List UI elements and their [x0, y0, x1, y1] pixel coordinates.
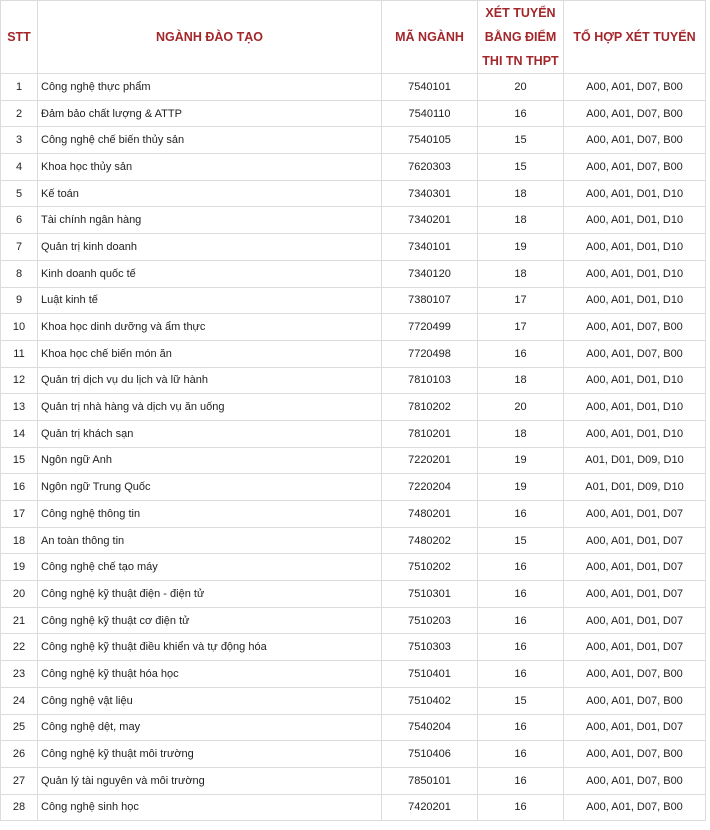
- table-body: [1, 74, 706, 821]
- cell-major-name: Ngôn ngữ Anh: [38, 447, 382, 474]
- header-major-name: NGÀNH ĐÀO TẠO: [38, 1, 382, 74]
- table-row: [1, 180, 706, 207]
- header-stt: STT: [1, 1, 38, 74]
- cell-major-name: Kinh doanh quốc tế: [38, 260, 382, 287]
- cell-stt: 17: [1, 501, 38, 528]
- cell-major-name: Quản lý tài nguyên và môi trường: [38, 767, 382, 794]
- cell-major-name: Tài chính ngân hàng: [38, 207, 382, 234]
- cell-exam-score: 16: [478, 340, 564, 367]
- table-row: [1, 741, 706, 768]
- cell-major-name: Khoa học dinh dưỡng và ẩm thực: [38, 314, 382, 341]
- table-row: [1, 527, 706, 554]
- cell-major-name: Công nghệ kỹ thuật điện - điện tử: [38, 581, 382, 608]
- cell-major-name: Công nghệ kỹ thuật cơ điện tử: [38, 607, 382, 634]
- cell-major-code: 7720499: [382, 314, 478, 341]
- cell-exam-score: 17: [478, 314, 564, 341]
- cell-exam-score: 16: [478, 741, 564, 768]
- cell-exam-score: 16: [478, 767, 564, 794]
- cell-major-name: An toàn thông tin: [38, 527, 382, 554]
- cell-subject-combo: A00, A01, D07, B00: [564, 154, 706, 181]
- cell-stt: 14: [1, 420, 38, 447]
- cell-stt: 16: [1, 474, 38, 501]
- cell-major-code: 7420201: [382, 794, 478, 821]
- cell-exam-score: 19: [478, 234, 564, 261]
- table-row: [1, 74, 706, 101]
- cell-major-name: Công nghệ thực phẩm: [38, 74, 382, 101]
- cell-major-code: 7540101: [382, 74, 478, 101]
- table-row: [1, 287, 706, 314]
- cell-major-name: Công nghệ chế tạo máy: [38, 554, 382, 581]
- cell-subject-combo: A01, D01, D09, D10: [564, 474, 706, 501]
- cell-major-code: 7510301: [382, 581, 478, 608]
- cell-major-code: 7340101: [382, 234, 478, 261]
- table-row: [1, 581, 706, 608]
- cell-subject-combo: A00, A01, D07, B00: [564, 661, 706, 688]
- cell-stt: 7: [1, 234, 38, 261]
- cell-major-name: Công nghệ chế biến thủy sản: [38, 127, 382, 154]
- cell-stt: 8: [1, 260, 38, 287]
- cell-subject-combo: A00, A01, D07, B00: [564, 741, 706, 768]
- table-row: [1, 794, 706, 821]
- cell-stt: 25: [1, 714, 38, 741]
- cell-major-name: Quản trị nhà hàng và dịch vụ ăn uống: [38, 394, 382, 421]
- cell-stt: 13: [1, 394, 38, 421]
- cell-major-code: 7510303: [382, 634, 478, 661]
- cell-stt: 27: [1, 767, 38, 794]
- header-subject-combo: TỔ HỢP XÉT TUYỂN: [564, 1, 706, 74]
- cell-major-name: Quản trị kinh doanh: [38, 234, 382, 261]
- cell-major-code: 7340120: [382, 260, 478, 287]
- cell-stt: 24: [1, 687, 38, 714]
- cell-major-name: Đảm bảo chất lượng & ATTP: [38, 100, 382, 127]
- table-row: [1, 554, 706, 581]
- cell-major-code: 7510401: [382, 661, 478, 688]
- table-row: [1, 154, 706, 181]
- cell-exam-score: 18: [478, 367, 564, 394]
- cell-major-code: 7340301: [382, 180, 478, 207]
- cell-major-name: Luật kinh tế: [38, 287, 382, 314]
- cell-major-code: 7510203: [382, 607, 478, 634]
- cell-exam-score: 19: [478, 447, 564, 474]
- cell-subject-combo: A00, A01, D01, D10: [564, 260, 706, 287]
- cell-stt: 4: [1, 154, 38, 181]
- cell-subject-combo: A00, A01, D07, B00: [564, 74, 706, 101]
- cell-major-name: Công nghệ kỹ thuật điều khiển và tự động hóa: [38, 634, 382, 661]
- table-row: [1, 234, 706, 261]
- cell-exam-score: 17: [478, 287, 564, 314]
- table-row: [1, 474, 706, 501]
- cell-exam-score: 20: [478, 74, 564, 101]
- cell-major-code: 7620303: [382, 154, 478, 181]
- cell-subject-combo: A00, A01, D07, B00: [564, 340, 706, 367]
- cell-exam-score: 18: [478, 260, 564, 287]
- cell-subject-combo: A00, A01, D01, D07: [564, 607, 706, 634]
- cell-subject-combo: A00, A01, D01, D10: [564, 287, 706, 314]
- cell-subject-combo: A00, A01, D01, D07: [564, 634, 706, 661]
- cell-subject-combo: A00, A01, D01, D07: [564, 501, 706, 528]
- table-row: [1, 260, 706, 287]
- cell-major-code: 7380107: [382, 287, 478, 314]
- cell-stt: 18: [1, 527, 38, 554]
- cell-stt: 22: [1, 634, 38, 661]
- cell-major-code: 7540110: [382, 100, 478, 127]
- table-row: [1, 100, 706, 127]
- cell-stt: 15: [1, 447, 38, 474]
- header-row: [1, 1, 706, 74]
- cell-subject-combo: A01, D01, D09, D10: [564, 447, 706, 474]
- cell-stt: 6: [1, 207, 38, 234]
- cell-exam-score: 15: [478, 127, 564, 154]
- table-row: [1, 127, 706, 154]
- cell-exam-score: 16: [478, 714, 564, 741]
- cell-major-code: 7510402: [382, 687, 478, 714]
- cell-major-code: 7220204: [382, 474, 478, 501]
- cell-stt: 5: [1, 180, 38, 207]
- cell-exam-score: 18: [478, 207, 564, 234]
- cell-major-name: Công nghệ vật liệu: [38, 687, 382, 714]
- table-header: [1, 1, 706, 74]
- cell-subject-combo: A00, A01, D01, D10: [564, 207, 706, 234]
- cell-exam-score: 20: [478, 394, 564, 421]
- cell-stt: 9: [1, 287, 38, 314]
- cell-major-name: Khoa học thủy sản: [38, 154, 382, 181]
- table-row: [1, 394, 706, 421]
- cell-subject-combo: A00, A01, D01, D07: [564, 527, 706, 554]
- cell-exam-score: 16: [478, 607, 564, 634]
- table-row: [1, 447, 706, 474]
- cell-exam-score: 15: [478, 687, 564, 714]
- cell-subject-combo: A00, A01, D01, D07: [564, 714, 706, 741]
- cell-subject-combo: A00, A01, D07, B00: [564, 767, 706, 794]
- cell-exam-score: 15: [478, 154, 564, 181]
- table-row: [1, 207, 706, 234]
- cell-major-code: 7850101: [382, 767, 478, 794]
- cell-major-code: 7810103: [382, 367, 478, 394]
- cell-exam-score: 18: [478, 420, 564, 447]
- cell-exam-score: 16: [478, 634, 564, 661]
- cell-exam-score: 15: [478, 527, 564, 554]
- cell-stt: 19: [1, 554, 38, 581]
- cell-major-code: 7810202: [382, 394, 478, 421]
- cell-exam-score: 16: [478, 581, 564, 608]
- cell-major-name: Kế toán: [38, 180, 382, 207]
- cell-major-name: Ngôn ngữ Trung Quốc: [38, 474, 382, 501]
- table-row: [1, 314, 706, 341]
- cell-subject-combo: A00, A01, D01, D10: [564, 180, 706, 207]
- cell-subject-combo: A00, A01, D07, B00: [564, 127, 706, 154]
- cell-major-code: 7720498: [382, 340, 478, 367]
- cell-subject-combo: A00, A01, D01, D10: [564, 367, 706, 394]
- cell-stt: 26: [1, 741, 38, 768]
- cell-subject-combo: A00, A01, D07, B00: [564, 100, 706, 127]
- cell-major-name: Công nghệ sinh học: [38, 794, 382, 821]
- cell-major-code: 7480201: [382, 501, 478, 528]
- cell-subject-combo: A00, A01, D01, D10: [564, 234, 706, 261]
- cell-stt: 23: [1, 661, 38, 688]
- table-row: [1, 687, 706, 714]
- cell-major-code: 7220201: [382, 447, 478, 474]
- table-row: [1, 607, 706, 634]
- cell-exam-score: 16: [478, 554, 564, 581]
- header-major-code: MÃ NGÀNH: [382, 1, 478, 74]
- cell-exam-score: 18: [478, 180, 564, 207]
- cell-stt: 20: [1, 581, 38, 608]
- cell-exam-score: 16: [478, 794, 564, 821]
- cell-subject-combo: A00, A01, D01, D10: [564, 420, 706, 447]
- cell-major-code: 7540105: [382, 127, 478, 154]
- cell-stt: 3: [1, 127, 38, 154]
- cell-major-name: Công nghệ dệt, may: [38, 714, 382, 741]
- table-row: [1, 501, 706, 528]
- cell-major-code: 7810201: [382, 420, 478, 447]
- header-exam-score: XÉT TUYỂN BẰNG ĐIỂM THI TN THPT: [478, 1, 564, 74]
- cell-stt: 28: [1, 794, 38, 821]
- table-row: [1, 767, 706, 794]
- cell-subject-combo: A00, A01, D07, B00: [564, 794, 706, 821]
- cell-major-code: 7510406: [382, 741, 478, 768]
- cell-stt: 10: [1, 314, 38, 341]
- cell-major-code: 7480202: [382, 527, 478, 554]
- cell-stt: 21: [1, 607, 38, 634]
- cell-major-name: Công nghệ kỹ thuật hóa học: [38, 661, 382, 688]
- cell-subject-combo: A00, A01, D01, D07: [564, 554, 706, 581]
- table-row: [1, 634, 706, 661]
- cell-stt: 12: [1, 367, 38, 394]
- cell-subject-combo: A00, A01, D01, D10: [564, 394, 706, 421]
- table-row: [1, 340, 706, 367]
- cell-subject-combo: A00, A01, D01, D07: [564, 581, 706, 608]
- table-row: [1, 367, 706, 394]
- cell-exam-score: 16: [478, 100, 564, 127]
- cell-exam-score: 19: [478, 474, 564, 501]
- cell-major-code: 7510202: [382, 554, 478, 581]
- table-row: [1, 661, 706, 688]
- cell-exam-score: 16: [478, 661, 564, 688]
- cell-stt: 2: [1, 100, 38, 127]
- cell-major-name: Khoa học chế biến món ăn: [38, 340, 382, 367]
- cell-stt: 1: [1, 74, 38, 101]
- cell-major-name: Công nghệ thông tin: [38, 501, 382, 528]
- cell-subject-combo: A00, A01, D07, B00: [564, 314, 706, 341]
- table-row: [1, 714, 706, 741]
- cell-subject-combo: A00, A01, D07, B00: [564, 687, 706, 714]
- cell-major-name: Quản trị dịch vụ du lịch và lữ hành: [38, 367, 382, 394]
- cell-major-code: 7340201: [382, 207, 478, 234]
- cell-exam-score: 16: [478, 501, 564, 528]
- table-row: [1, 420, 706, 447]
- cell-major-name: Quản trị khách sạn: [38, 420, 382, 447]
- cell-major-code: 7540204: [382, 714, 478, 741]
- cell-stt: 11: [1, 340, 38, 367]
- cell-major-name: Công nghệ kỹ thuật môi trường: [38, 741, 382, 768]
